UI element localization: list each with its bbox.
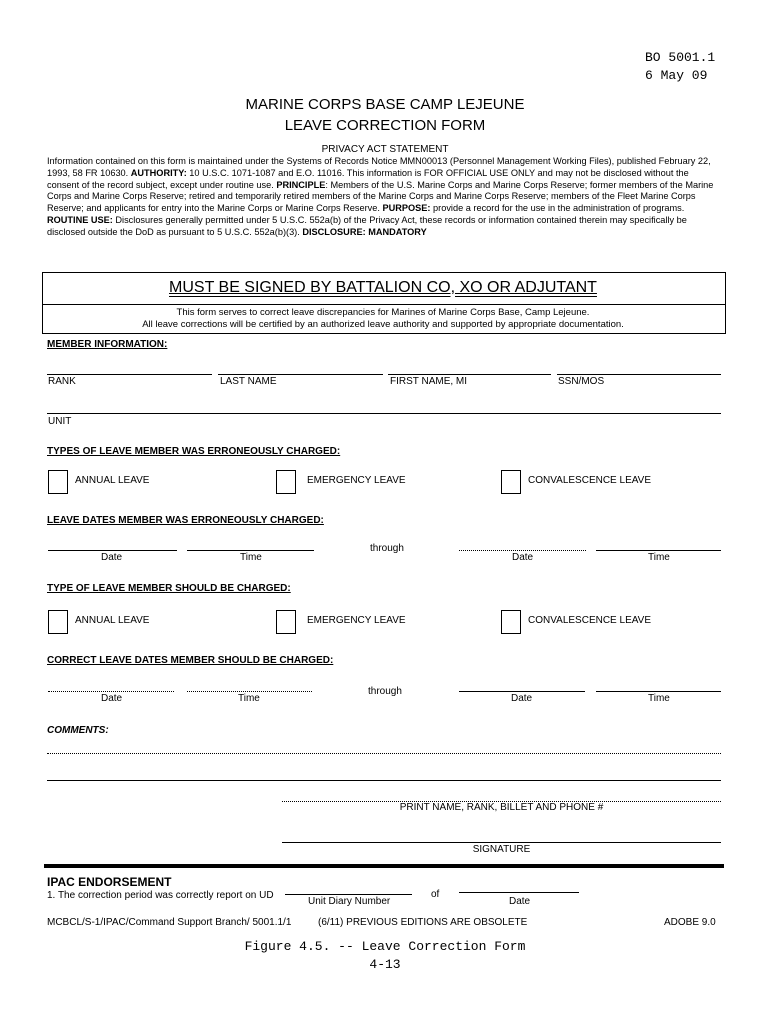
figure-caption: Figure 4.5. -- Leave Correction Form — [244, 939, 526, 954]
privacy-heading: PRIVACY ACT STATEMENT — [321, 144, 449, 155]
correct-start-date-field[interactable] — [48, 691, 174, 692]
erroneous-end-time-label: Time — [648, 552, 670, 563]
rank-field[interactable] — [47, 374, 212, 375]
rank-label: RANK — [48, 376, 76, 387]
unit-field[interactable] — [47, 413, 721, 414]
privacy-statement — [47, 156, 722, 239]
comments-line-1[interactable] — [47, 753, 721, 754]
erroneous-start-date-field[interactable] — [48, 550, 177, 551]
erroneous-end-date-field[interactable] — [459, 550, 586, 551]
correct-annual-checkbox[interactable] — [48, 610, 68, 634]
ipac-date-label: Date — [509, 896, 531, 907]
order-date: 6 May 09 — [645, 68, 708, 83]
first-name-label: FIRST NAME, MI — [390, 376, 468, 387]
print-name-label: PRINT NAME, RANK, BILLET AND PHONE # — [399, 802, 604, 813]
section-divider — [44, 864, 724, 868]
form-id: MCBCL/S-1/IPAC/Command Support Branch/ 5001.1/1 — [47, 917, 292, 928]
of-label: of — [431, 889, 440, 900]
ssn-mos-label: SSN/MOS — [558, 376, 605, 387]
privacy-segment: DISCLOSURE: MANDATORY — [302, 226, 427, 237]
ipac-date-field[interactable] — [459, 892, 579, 893]
privacy-segment: : Members of the U.S. Marine Corps and Marine Corps Reserve; former members of the Marine Corps and Marine Corps Reserve; retired and temporarily retired members of the Marine Corps and Marine Corps Reserve; members of the Fleet Marine Corps Reserve; and applicants for entry into the Marine Corps or Marine Corps Reserve. — [47, 179, 714, 214]
banner-line-2: All leave corrections will be certified by an authorized leave authority and supported by appropriate documentation. — [142, 319, 624, 330]
erroneous-convalescence-label: CONVALESCENCE LEAVE — [528, 475, 652, 486]
erroneous-types-heading: TYPES OF LEAVE MEMBER WAS ERRONEOUSLY CHARGED: — [47, 446, 341, 457]
erroneous-start-date-label: Date — [101, 552, 123, 563]
erroneous-end-date-label: Date — [512, 552, 534, 563]
correct-emergency-checkbox[interactable] — [276, 610, 296, 634]
privacy-segment: Disclosures generally permitted under 5 U.S.C. 552a(b) of the Privacy Act, these records or information contained therein may specifically be disclosed outside the DoD as pursuant to 5 U.S.C. 552a(b)(3). — [47, 214, 687, 237]
form-title: MARINE CORPS BASE CAMP LEJEUNE — [245, 96, 525, 113]
erroneous-annual-checkbox[interactable] — [48, 470, 68, 494]
correct-end-time-label: Time — [648, 693, 670, 704]
erroneous-start-time-label: Time — [240, 552, 262, 563]
correct-start-time-label: Time — [238, 693, 260, 704]
privacy-segment: PURPOSE: — [382, 203, 431, 214]
privacy-segment: PRINCIPLE — [276, 179, 326, 190]
privacy-segment: AUTHORITY: — [130, 167, 187, 178]
erroneous-dates-heading: LEAVE DATES MEMBER WAS ERRONEOUSLY CHARGED: — [47, 515, 324, 526]
unit-diary-number-field[interactable] — [285, 894, 412, 895]
member-info-heading: MEMBER INFORMATION: — [47, 339, 168, 350]
correct-types-heading: TYPE OF LEAVE MEMBER SHOULD BE CHARGED: — [47, 583, 291, 594]
comments-heading: COMMENTS: — [47, 725, 109, 736]
privacy-segment: provide a record for the use in the administration of programs. — [430, 203, 685, 214]
ipac-item-1: 1. The correction period was correctly report on UD — [47, 890, 274, 901]
correct-end-time-field[interactable] — [596, 691, 721, 692]
erroneous-through-label: through — [370, 543, 404, 554]
correct-end-date-label: Date — [511, 693, 533, 704]
correct-end-date-field[interactable] — [459, 691, 585, 692]
correct-emergency-label: EMERGENCY LEAVE — [307, 615, 406, 626]
ipac-heading: IPAC ENDORSEMENT — [47, 875, 172, 889]
correct-start-time-field[interactable] — [187, 691, 312, 692]
correct-annual-label: ANNUAL LEAVE — [75, 615, 150, 626]
privacy-segment: 10 U.S.C. 1071-1087 and E.O. 11016. This information is FOR OFFICIAL USE ONLY and may not be disclosed without the consent of the record subject, except under routine use. — [47, 167, 689, 190]
order-number: BO 5001.1 — [645, 50, 716, 65]
correct-convalescence-checkbox[interactable] — [501, 610, 521, 634]
banner-line-1: This form serves to correct leave discrepancies for Marines of Marine Corps Base, Camp Lejeune. — [176, 307, 590, 318]
correct-dates-heading: CORRECT LEAVE DATES MEMBER SHOULD BE CHARGED: — [47, 655, 334, 666]
erroneous-convalescence-checkbox[interactable] — [501, 470, 521, 494]
erroneous-emergency-label: EMERGENCY LEAVE — [307, 475, 406, 486]
form-subtitle: LEAVE CORRECTION FORM — [284, 117, 486, 134]
erroneous-start-time-field[interactable] — [187, 550, 314, 551]
erroneous-annual-label: ANNUAL LEAVE — [75, 475, 150, 486]
signature-requirement-title: MUST BE SIGNED BY BATTALION CO, XO OR ADJUTANT — [169, 279, 597, 296]
erroneous-emergency-checkbox[interactable] — [276, 470, 296, 494]
privacy-segment: ROUTINE USE: — [47, 214, 113, 225]
software-version: ADOBE 9.0 — [664, 917, 716, 928]
edition-note: (6/11) PREVIOUS EDITIONS ARE OBSOLETE — [318, 917, 528, 928]
unit-diary-number-label: Unit Diary Number — [308, 896, 391, 907]
signature-label: SIGNATURE — [472, 844, 531, 855]
page-number: 4-13 — [369, 957, 401, 972]
correct-through-label: through — [368, 686, 402, 697]
privacy-segment: Information contained on this form is maintained under the Systems of Records Notice MMN00013 (Personnel Management Working Files), published February 22, 1993, 58 FR 10630. — [47, 156, 711, 178]
correct-start-date-label: Date — [101, 693, 123, 704]
last-name-field[interactable] — [218, 374, 383, 375]
comments-line-2[interactable] — [47, 780, 721, 781]
unit-label: UNIT — [48, 416, 72, 427]
last-name-label: LAST NAME — [220, 376, 277, 387]
signature-field[interactable] — [282, 842, 721, 843]
erroneous-end-time-field[interactable] — [596, 550, 721, 551]
first-name-field[interactable] — [388, 374, 551, 375]
ssn-mos-field[interactable] — [557, 374, 721, 375]
correct-convalescence-label: CONVALESCENCE LEAVE — [528, 615, 652, 626]
